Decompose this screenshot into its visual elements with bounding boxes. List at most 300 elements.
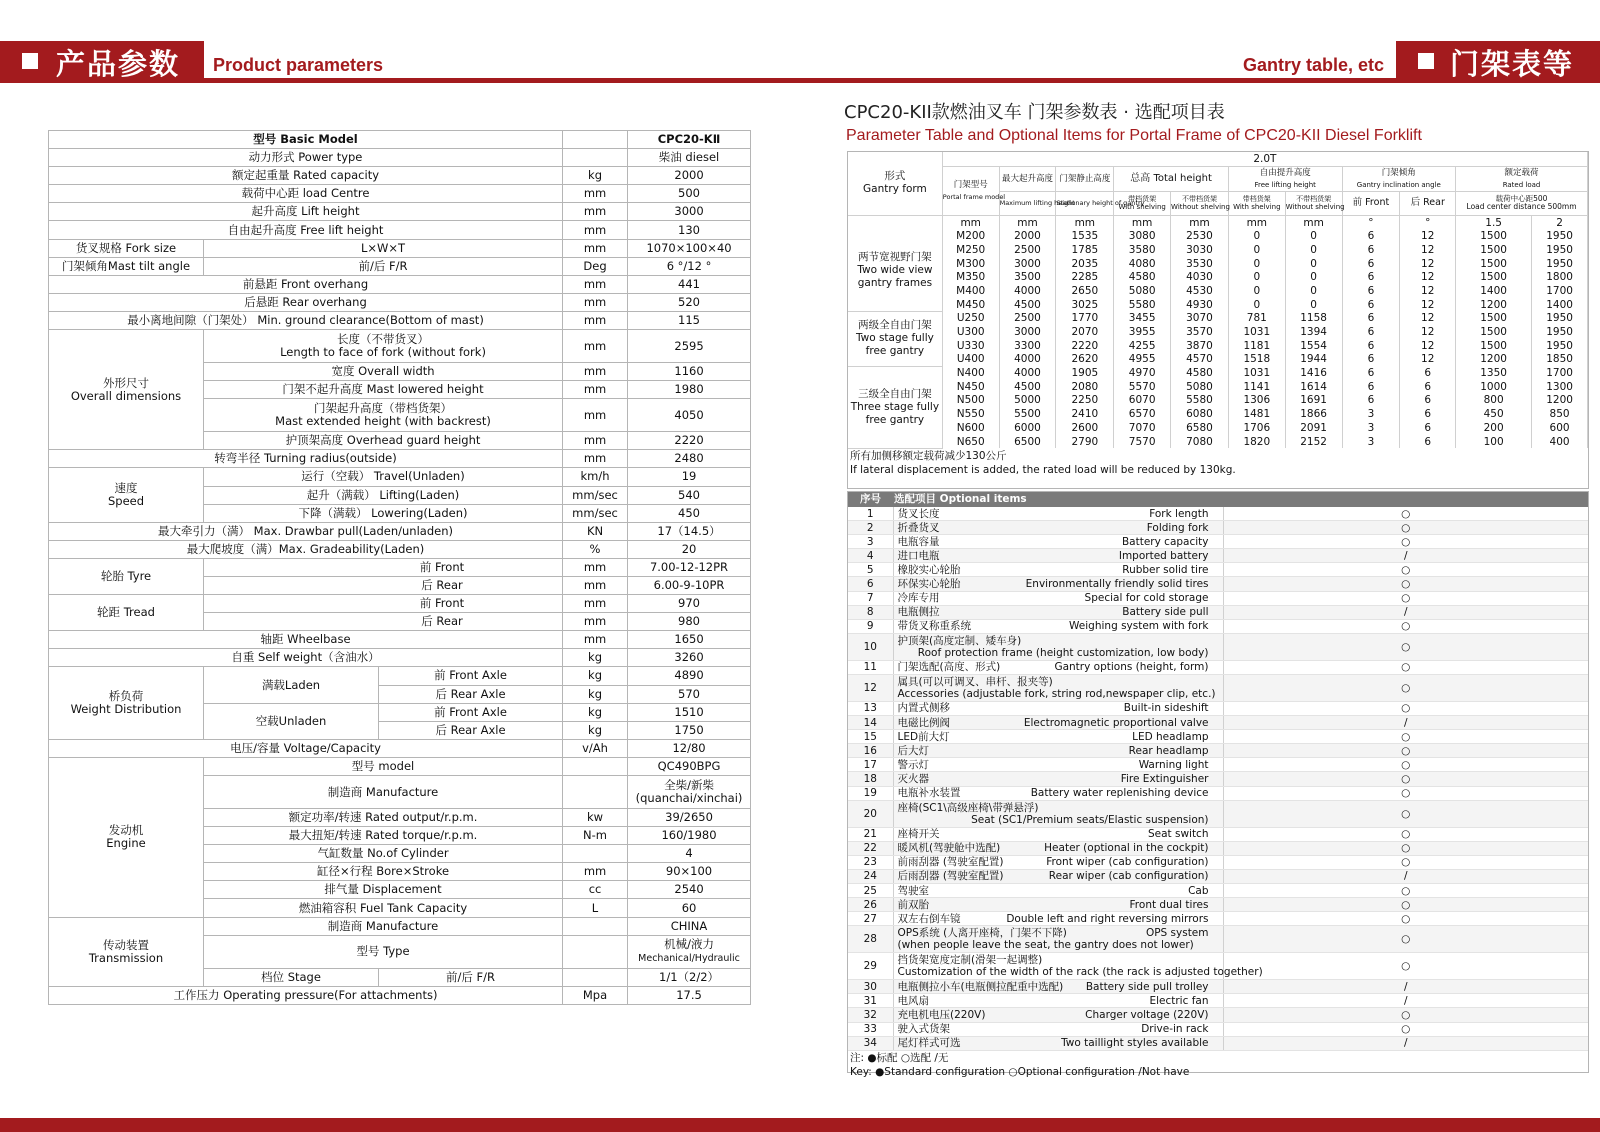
cell-text: 机械/液力 (664, 937, 714, 952)
gantry-cell: 6 (1342, 380, 1400, 394)
cell-text: 载荷中心距500 (1495, 194, 1548, 204)
option-mark: / (1223, 716, 1588, 730)
gantry-cell: 3570 (1171, 325, 1229, 339)
gantry-cell: 1866 (1285, 407, 1342, 421)
spec-unit: km/h (563, 468, 628, 486)
spec-value: 1650 (628, 631, 751, 649)
cell-text: 门架起升高度（带档货架） (314, 401, 452, 416)
gantry-cell: 3955 (1114, 325, 1171, 339)
option-mark: ○ (1223, 786, 1588, 800)
spec-value (628, 776, 751, 809)
option-row (848, 605, 1588, 619)
option-item (893, 883, 1223, 897)
gantry-cell: 0 (1285, 298, 1342, 312)
option-item (893, 926, 1223, 953)
option-en: Seat switch (1147, 828, 1209, 841)
gantry-col-free-without (1285, 191, 1345, 215)
cell-text: 形式 (884, 170, 906, 183)
spec-unit (563, 131, 628, 149)
option-mark: ○ (1223, 855, 1588, 869)
option-en: Built-in sideshift (1123, 702, 1209, 715)
option-mark: ○ (1223, 701, 1588, 715)
gantry-col-free-with (1228, 191, 1285, 215)
option-mark: ○ (1223, 577, 1588, 591)
option-row (848, 841, 1588, 855)
option-zh: 后雨刮器 (驾驶室配置) (897, 870, 1004, 883)
gantry-cell: 2091 (1285, 421, 1342, 435)
spec-unit: mm (563, 432, 628, 450)
option-item (893, 521, 1223, 535)
option-no: 19 (848, 786, 893, 800)
spec-group (49, 468, 204, 522)
gantry-form-header (848, 152, 942, 215)
option-line (898, 927, 1223, 939)
gantry-cell: 1200 (1456, 298, 1532, 312)
option-item (893, 577, 1223, 591)
header-left-en: Product parameters (213, 55, 384, 75)
gantry-cell: 3870 (1171, 339, 1229, 353)
gantry-cell: 1950 (1532, 325, 1588, 339)
spec-value: 540 (628, 486, 751, 504)
option-mark: ○ (1223, 912, 1588, 926)
option-en: Charger voltage (220V) (1085, 1008, 1209, 1021)
spec-unit: mm (563, 558, 628, 576)
spec-value: 6 °/12 ° (628, 257, 751, 275)
gantry-cell: 6 (1342, 325, 1400, 339)
spec-unit: kg (563, 649, 628, 667)
option-line (898, 635, 1223, 647)
gantry-cell: 850 (1532, 407, 1588, 421)
option-no: 26 (848, 898, 893, 912)
gantry-cell: 3025 (1056, 298, 1114, 312)
spec-unit: Mpa (563, 986, 628, 1004)
spec-unit (563, 935, 628, 968)
option-zh: 尾灯样式可选 (897, 1037, 961, 1050)
option-item (893, 701, 1223, 715)
gantry-col-tilt (1342, 166, 1456, 191)
spec-value: 1750 (628, 721, 751, 739)
gantry-title-zh: CPC20-KII款燃油叉车 门架参数表 · 选配项目表 (844, 102, 1225, 123)
spec-label: 转弯半径 Turning radius(outside) (49, 450, 563, 468)
gantry-col-load (1456, 166, 1588, 191)
spec-value: 160/1980 (628, 827, 751, 845)
option-en: Weighing system with fork (1069, 620, 1209, 633)
options-panel (847, 491, 1589, 1078)
spec-unit: % (563, 540, 628, 558)
gantry-cell: 7070 (1114, 421, 1171, 435)
option-item (893, 716, 1223, 730)
spec-value: 2220 (628, 432, 751, 450)
option-mark: ○ (1223, 521, 1588, 535)
option-zh: 灭火器 (897, 772, 929, 785)
gantry-cell: 4570 (1171, 353, 1229, 367)
option-en: Electric fan (1149, 994, 1209, 1007)
gantry-cell: 6 (1342, 284, 1400, 298)
spec-label: 后 Rear (204, 613, 563, 631)
option-zh: 电磁比例阀 (897, 716, 950, 729)
gantry-cell: 2250 (1056, 394, 1114, 408)
gantry-cell: M300 (942, 257, 999, 271)
gantry-cell: 4500 (999, 298, 1056, 312)
gantry-col-total-without (1171, 191, 1229, 215)
spec-value: 441 (628, 275, 751, 293)
gantry-unit: mm (1285, 215, 1342, 229)
spec-value: 2000 (628, 167, 751, 185)
gantry-cell: 400 (1532, 435, 1588, 449)
spec-unit: kg (563, 685, 628, 703)
gantry-cell: 3030 (1171, 243, 1229, 257)
cell-text: With shelving (1233, 203, 1281, 212)
option-row (848, 660, 1588, 674)
option-item (893, 953, 1263, 980)
gantry-cell: 12 (1400, 257, 1456, 271)
option-en: Battery capacity (1121, 535, 1209, 548)
spec-unit: mm (563, 239, 628, 257)
header-right-zh: 门架表等 (1450, 47, 1575, 81)
option-item (893, 591, 1223, 605)
option-zh: 电瓶容量 (897, 535, 940, 548)
gantry-cell: 2500 (999, 243, 1056, 257)
option-zh: 前雨刮器 (驾驶室配置) (897, 856, 1004, 869)
cell-text: 不带档货架 (1181, 195, 1217, 204)
option-no: 4 (848, 549, 893, 563)
gantry-cell: 3000 (999, 257, 1056, 271)
cell-text: Two stage fully (855, 332, 934, 345)
spec-label: 门架倾角Mast tilt angle (49, 257, 204, 275)
gantry-cell: 1950 (1532, 229, 1588, 243)
option-no: 18 (848, 772, 893, 786)
gantry-cell: 1158 (1285, 312, 1342, 326)
gantry-cell: 6 (1342, 243, 1400, 257)
gantry-cell: 4255 (1114, 339, 1171, 353)
spec-row (49, 595, 751, 613)
option-no: 24 (848, 869, 893, 883)
footer-bar (0, 1118, 1600, 1132)
option-en: Environmentally friendly solid tires (1025, 578, 1209, 591)
option-mark: ○ (1223, 1008, 1588, 1022)
group-label: 发动机 (108, 823, 144, 838)
spec-value: 115 (628, 311, 751, 329)
option-item (893, 800, 1223, 827)
gantry-cell: 0 (1228, 257, 1285, 271)
option-no: 10 (848, 633, 893, 660)
gantry-cell: 6 (1342, 394, 1400, 408)
gantry-row (848, 325, 1588, 339)
spec-row (49, 631, 751, 649)
option-mark: ○ (1223, 758, 1588, 772)
gantry-cell: 4530 (1171, 284, 1229, 298)
option-zh: 后大灯 (897, 744, 929, 757)
option-en: Rear wiper (cab configuration) (1048, 870, 1209, 883)
spec-unit: KN (563, 522, 628, 540)
gantry-cell: 1850 (1532, 353, 1588, 367)
option-item (893, 869, 1223, 883)
cell-text: gantry frames (857, 276, 933, 289)
gantry-group (848, 366, 942, 448)
gantry-cell: M450 (942, 298, 999, 312)
option-en: OPS system (1145, 927, 1209, 940)
gantry-cell: 3300 (999, 339, 1056, 353)
gantry-cell: 5500 (999, 407, 1056, 421)
option-item (893, 841, 1223, 855)
option-en2: Customization of the width of the rack (the rack is adjusted together) (897, 966, 1263, 979)
gantry-unit: ° (1400, 215, 1456, 229)
gantry-cell: 2500 (999, 312, 1056, 326)
gantry-cell: 1800 (1532, 270, 1588, 284)
option-no: 7 (848, 591, 893, 605)
spec-unit: N-m (563, 827, 628, 845)
gantry-cell: 1300 (1532, 380, 1588, 394)
gantry-cell: 1820 (1228, 435, 1285, 449)
option-no: 20 (848, 800, 893, 827)
option-row (848, 953, 1588, 980)
option-row (848, 744, 1588, 758)
spec-value: 1980 (628, 381, 751, 399)
gantry-cell: 4500 (999, 380, 1056, 394)
spec-row (49, 739, 751, 757)
gantry-cell: 1770 (1056, 312, 1114, 326)
gantry-col-total: 总高 Total height (1114, 166, 1229, 191)
option-en: Roof protection frame (height customization, low body) (917, 646, 1209, 659)
option-en: Warning light (1138, 758, 1209, 771)
gantry-cell: 0 (1285, 284, 1342, 298)
gantry-cell: 0 (1285, 257, 1342, 271)
option-row (848, 1036, 1588, 1050)
spec-unit (563, 917, 628, 935)
option-row (848, 980, 1588, 994)
spec-label: 下降（满载） Lowering(Laden) (204, 504, 563, 522)
option-en: Battery side pull trolley (1085, 980, 1209, 993)
option-no: 16 (848, 744, 893, 758)
option-row (848, 563, 1588, 577)
option-row (848, 912, 1588, 926)
gantry-col-static: 门架静止高度 (1056, 166, 1114, 191)
gantry-cell: 2152 (1285, 435, 1342, 449)
cell-text: 长度（不带货叉） (337, 332, 429, 347)
gantry-cell: 1141 (1228, 380, 1285, 394)
gantry-col-front: 前 Front (1342, 191, 1400, 215)
gantry-cell: 5580 (1171, 394, 1229, 408)
gantry-cell: 1500 (1456, 270, 1532, 284)
gantry-cell: 781 (1228, 312, 1285, 326)
cell-text: With shelving (1118, 203, 1166, 212)
gantry-cell: 4030 (1171, 270, 1229, 284)
spec-label: 护顶架高度 Overhead guard height (204, 432, 563, 450)
gantry-cell: 6 (1342, 339, 1400, 353)
option-zh: 货叉长度 (897, 507, 940, 520)
spec-label: 最大扭矩/转速 Rated torque/r.p.m. (204, 827, 563, 845)
gantry-row (848, 243, 1588, 257)
option-en: Rear headlamp (1128, 744, 1209, 757)
option-row (848, 800, 1588, 827)
gantry-title-en: Parameter Table and Optional Items for Portal Frame of CPC20-KII Diesel Forklift (846, 127, 1422, 144)
gantry-cell: 4970 (1114, 366, 1171, 380)
option-item (893, 758, 1223, 772)
option-item (893, 1008, 1223, 1022)
spec-value: 60 (628, 899, 751, 917)
gantry-cell: 3455 (1114, 312, 1171, 326)
header-left-zh: 产品参数 (56, 47, 181, 81)
spec-row (49, 131, 751, 149)
option-mark: ○ (1223, 535, 1588, 549)
spec-label: 电压/容量 Voltage/Capacity (49, 739, 563, 757)
option-row (848, 772, 1588, 786)
gantry-cell: 3580 (1114, 243, 1171, 257)
gantry-header-row (848, 152, 1588, 166)
group-label: 速度 (114, 481, 138, 496)
gantry-cell: 12 (1400, 270, 1456, 284)
gantry-row (848, 229, 1588, 243)
option-no: 34 (848, 1036, 893, 1050)
options-header (848, 492, 1588, 507)
gantry-row (848, 270, 1588, 284)
option-no: 23 (848, 855, 893, 869)
gantry-cell: 4080 (1114, 257, 1171, 271)
gantry-cell: U250 (942, 312, 999, 326)
spec-unit (563, 968, 628, 986)
option-item (893, 772, 1223, 786)
option-item (893, 980, 1223, 994)
gantry-cell: 3 (1342, 407, 1400, 421)
gantry-cell: 5080 (1171, 380, 1229, 394)
gantry-group (848, 312, 942, 367)
spec-unit: mm/sec (563, 486, 628, 504)
spec-table (48, 130, 751, 1005)
gantry-cell: 6 (1342, 353, 1400, 367)
spec-unit: mm (563, 450, 628, 468)
spec-row (49, 185, 751, 203)
spec-row (49, 221, 751, 239)
spec-unit: mm (563, 576, 628, 594)
gantry-note-en: If lateral displacement is added, the rated load will be reduced by 130kg. (850, 463, 1236, 476)
option-mark: ○ (1223, 660, 1588, 674)
option-zh: 驶入式货架 (897, 1023, 950, 1036)
gantry-cell: 6 (1342, 366, 1400, 380)
gantry-row (848, 421, 1588, 435)
gantry-cell: 1394 (1285, 325, 1342, 339)
gantry-cell: 1500 (1456, 312, 1532, 326)
option-item (893, 674, 1223, 701)
spec-label: 前 Front (204, 558, 563, 576)
option-no: 15 (848, 730, 893, 744)
option-no: 6 (848, 577, 893, 591)
option-line (898, 802, 1223, 814)
option-zh: 座椅开关 (897, 828, 940, 841)
gantry-cell: 600 (1532, 421, 1588, 435)
spec-unit: mm (563, 185, 628, 203)
option-zh: 橡胶实心轮胎 (897, 563, 961, 576)
gantry-cell: 2620 (1056, 353, 1114, 367)
option-item (893, 898, 1223, 912)
option-mark: ○ (1223, 619, 1588, 633)
option-zh: 折叠货叉 (897, 521, 940, 534)
gantry-unit: ° (1342, 215, 1400, 229)
option-zh: OPS系统 (人离开座椅，门架不下降) (897, 927, 1067, 940)
option-row (848, 883, 1588, 897)
spec-label: 排气量 Displacement (204, 881, 563, 899)
spec-row (49, 649, 751, 667)
option-mark: / (1223, 994, 1588, 1008)
gantry-cell: 6 (1342, 257, 1400, 271)
spec-row (49, 239, 751, 257)
spec-group (49, 917, 204, 986)
spec-label: 前 Front (204, 595, 563, 613)
spec-unit: kw (563, 809, 628, 827)
cell-text: Gantry inclination angle (1356, 180, 1441, 189)
option-item (893, 1022, 1223, 1036)
gantry-cell: 1031 (1228, 366, 1285, 380)
spec-value: 1510 (628, 703, 751, 721)
option-en: Seat (SC1/Premium seats/Elastic suspension) (971, 813, 1209, 826)
spec-unit: mm (563, 631, 628, 649)
gantry-unit: mm (1228, 215, 1285, 229)
option-zh: 充电机电压(220V) (897, 1008, 986, 1021)
spec-row (49, 540, 751, 558)
spec-value: CHINA (628, 917, 751, 935)
option-zh: 警示灯 (897, 758, 929, 771)
header-right-en: Gantry table, etc (1242, 55, 1384, 75)
header-left-badge (0, 41, 204, 83)
option-row (848, 827, 1588, 841)
spec-row (49, 986, 751, 1004)
spec-value: CPC20-KⅡ (628, 131, 751, 149)
gantry-row (848, 284, 1588, 298)
spec-label: 自由起升高度 Free lift height (49, 221, 563, 239)
gantry-cell: 4000 (999, 366, 1056, 380)
spec-unit: mm (563, 203, 628, 221)
gantry-cell: 4955 (1114, 353, 1171, 367)
option-no: 9 (848, 619, 893, 633)
option-zh: 前双胎 (897, 898, 929, 911)
gantry-row (848, 366, 1588, 380)
spec-unit: mm (563, 311, 628, 329)
spec-label: 型号 Type (204, 935, 563, 968)
option-zh: 电瓶侧拉小车(电瓶侧拉配重中选配) (897, 980, 1064, 993)
spec-value: 柴油 diesel (628, 149, 751, 167)
gantry-note-zh: 所有加侧移额定载荷减少130公斤 (850, 449, 1007, 462)
spec-unit: v/Ah (563, 739, 628, 757)
gantry-cell: 1535 (1056, 229, 1114, 243)
square-icon (22, 53, 38, 69)
spec-value: 500 (628, 185, 751, 203)
gantry-cell: 6 (1400, 421, 1456, 435)
cell-text: Rated load (1502, 180, 1541, 189)
gantry-cell: 3000 (999, 325, 1056, 339)
gantry-cell: 1905 (1056, 366, 1114, 380)
gantry-col-freelift (1228, 166, 1342, 191)
gantry-cell: 1306 (1228, 394, 1285, 408)
gantry-cell: 6 (1342, 229, 1400, 243)
spec-label: 缸径×行程 Bore×Stroke (204, 863, 563, 881)
square-icon (1418, 53, 1434, 69)
option-item (893, 660, 1223, 674)
spec-row (49, 275, 751, 293)
spec-unit: mm (563, 613, 628, 631)
option-en: Folding fork (1146, 521, 1209, 534)
spec-value: 1/1（2/2） (628, 968, 751, 986)
gantry-cell: U330 (942, 339, 999, 353)
spec-unit: mm (563, 275, 628, 293)
spec-unit: mm (563, 363, 628, 381)
spec-value: 12/80 (628, 739, 751, 757)
spec-label: 档位 Stage (204, 968, 379, 986)
spec-value: 17（14.5） (628, 522, 751, 540)
option-row (848, 507, 1588, 521)
cell-text: 额定载荷 (1504, 167, 1539, 178)
cell-text: 全柴/新柴 (664, 778, 714, 792)
option-mark: / (1223, 549, 1588, 563)
gantry-unit: 2 (1532, 215, 1588, 229)
